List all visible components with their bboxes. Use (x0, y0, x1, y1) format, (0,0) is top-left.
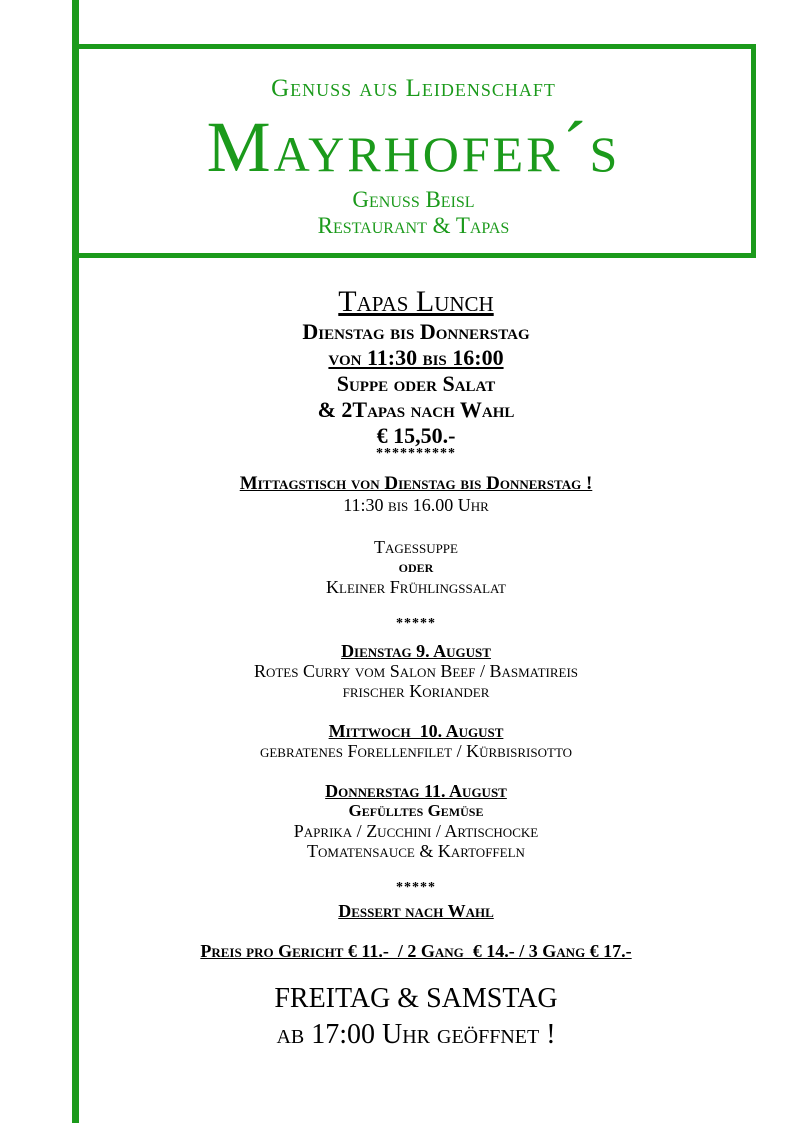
dish-line: Rotes Curry vom Salon Beef / Basmatireis (253, 661, 579, 681)
menu-content (80, 285, 752, 1053)
brand-name: Mayrhofer´s (206, 107, 621, 187)
weekend-hours: ab 17:00 Uhr geöffnet ! (276, 1019, 556, 1050)
subtitle-restaurant: Restaurant & Tapas (317, 213, 510, 238)
dish-line: gebratenes Forellenfilet / Kürbisrisotto (259, 741, 573, 761)
starter-salad: Kleiner Frühlingssalat (326, 577, 506, 597)
dessert-line: Dessert nach Wahl (338, 901, 494, 921)
tapas-option-2: & 2Tapas nach Wahl (317, 397, 515, 422)
day-heading-tuesday: Dienstag 9. August (341, 641, 491, 661)
mittagstisch-heading: Mittagstisch von Dienstag bis Donnerstag ! (239, 473, 593, 494)
separator-stars: ********** (376, 446, 456, 461)
starter-soup: Tagessuppe (374, 537, 458, 557)
tapas-option-1: Suppe oder Salat (336, 371, 496, 396)
starter-or: oder (398, 557, 434, 576)
pricing-line: Preis pro Gericht € 11.- / 2 Gang € 14.- / 3 Gang € 17.- (200, 941, 632, 961)
separator-stars: ***** (396, 616, 436, 631)
separator-stars: ***** (396, 880, 436, 895)
day-heading-wednesday: Mittwoch 10. August (328, 721, 504, 741)
dish-line: frischer Koriander (342, 681, 490, 701)
tapas-lunch-title: Tapas Lunch (338, 285, 494, 318)
dish-line: Tomatensauce & Kartoffeln (307, 841, 525, 861)
tapas-days: Dienstag bis Donnerstag (302, 319, 530, 344)
subtitle-beisl: Genuss Beisl (352, 187, 475, 212)
tagline: Genuss aus Leidenschaft (271, 75, 556, 102)
tapas-time: von 11:30 bis 16:00 (328, 345, 504, 370)
tapas-price: € 15,50.- (376, 423, 456, 448)
header-box (76, 44, 756, 258)
day-heading-thursday: Donnerstag 11. August (325, 781, 507, 801)
mittagstisch-hours: 11:30 bis 16.00 Uhr (343, 495, 489, 515)
weekend-days: FREITAG & SAMSTAG (274, 983, 558, 1014)
dish-subtitle: Gefülltes Gemüse (348, 801, 484, 820)
dish-line: Paprika / Zucchini / Artischocke (293, 821, 539, 841)
